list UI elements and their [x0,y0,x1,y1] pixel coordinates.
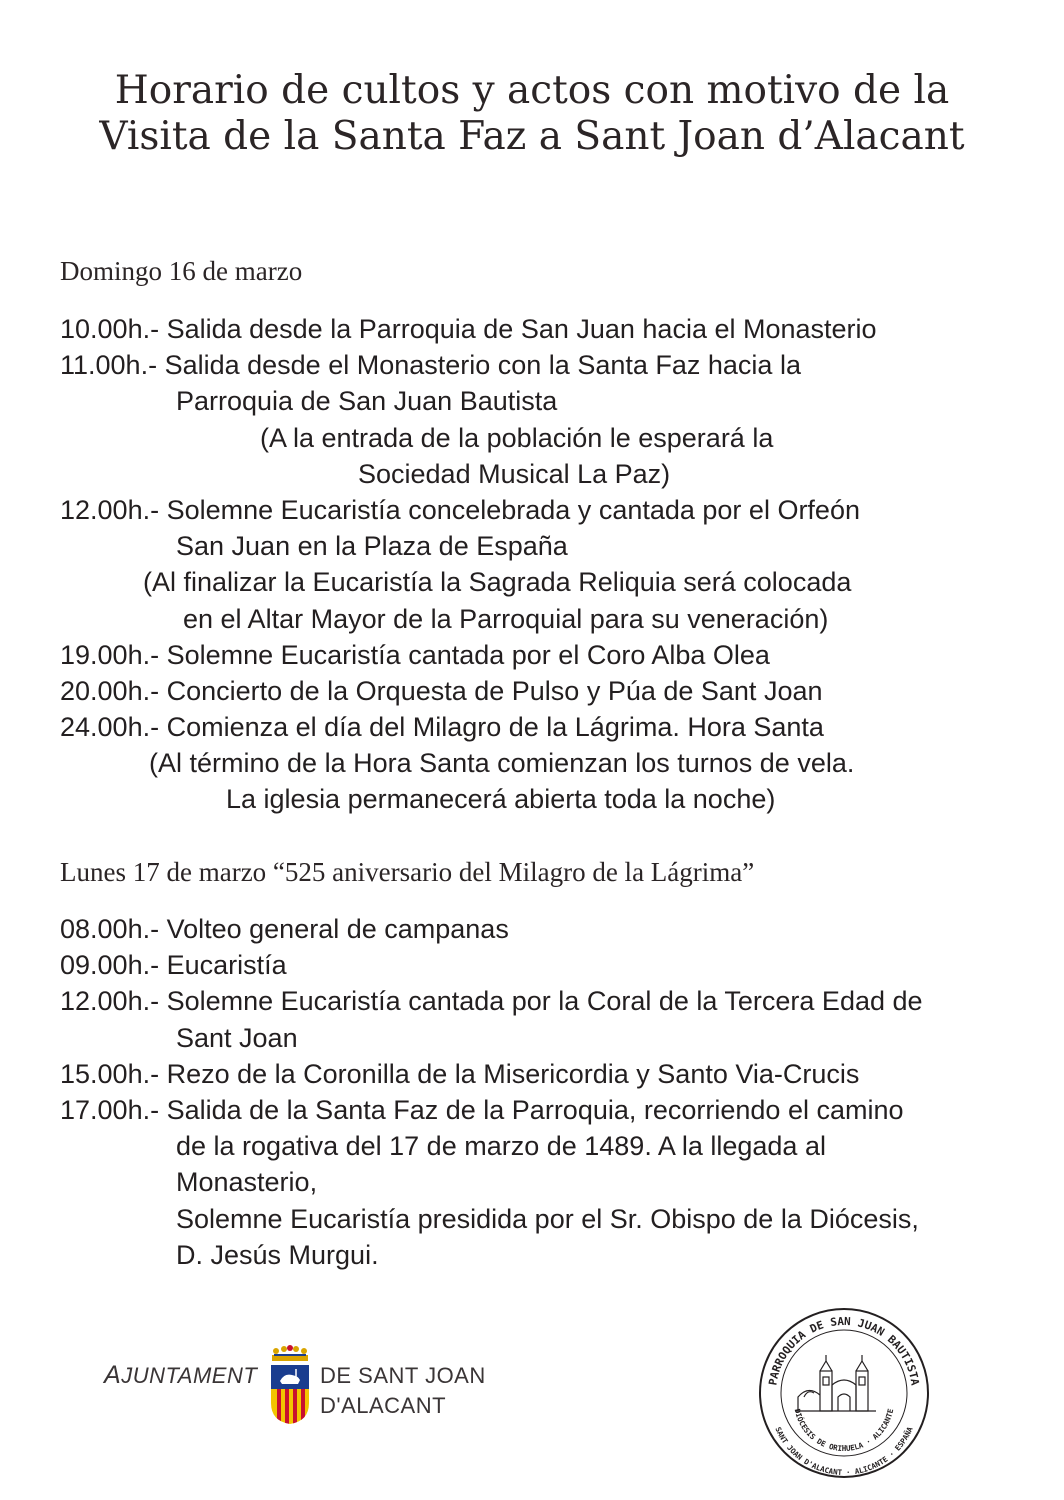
schedule-note: en el Altar Mayor de la Parroquial para su veneración) [183,603,829,634]
schedule-line: Parroquia de San Juan Bautista [176,386,558,417]
seal-text-bottom: SANT JOAN D'ALACANT · ALICANTE · ESPAÑA [773,1425,915,1477]
schedule-line: Monasterio, [176,1167,318,1198]
schedule-note: La iglesia permanecerá abierta toda la noche) [226,784,776,815]
schedule-line: 24.00h.- Comienza el día del Milagro de la Lágrima. Hora Santa [60,712,824,743]
schedule-note: (Al término de la Hora Santa comienzan los turnos de vela. [149,748,855,779]
schedule-line: 08.00h.- Volteo general de campanas [60,914,509,944]
schedule-line: 10.00h.- Salida desde la Parroquia de San Juan hacia el Monasterio [60,314,877,344]
ajuntament-logo [104,1345,504,1425]
seal-text-inner: DIÓCESIS DE ORIHUELA · ALICANTE [792,1407,896,1453]
document-title [0,68,1064,160]
ajuntament-label [104,1361,257,1390]
sant-joan-line-2: D'ALACANT [320,1393,447,1418]
schedule-sunday [60,311,1020,818]
church-icon [796,1355,876,1411]
schedule-note: Sociedad Musical La Paz) [358,458,671,489]
schedule-line: 09.00h.- Eucaristía [60,950,287,981]
schedule-line: 20.00h.- Concierto de la Orquesta de Pulso y Púa de Sant Joan [60,675,823,706]
parish-seal-icon [756,1305,932,1481]
day-heading-sunday: Domingo 16 de marzo [60,256,303,286]
title-line-2: Visita de la Santa Faz a Sant Joan d’Alacant [99,114,965,159]
schedule-line: D. Jesús Murgui. [176,1239,379,1270]
ajuntament-initial: A [104,1361,122,1389]
seal-text-top: PARROQUIA DE SAN JUAN BAUTISTA [766,1314,922,1387]
schedule-monday [60,911,1020,1273]
day-heading-monday: Lunes 17 de marzo “525 aniversario del Milagro de la Lágrima” [60,857,755,887]
schedule-line: 12.00h.- Solemne Eucaristía concelebrada y cantada por el Orfeón [60,494,860,525]
sant-joan-line-1: DE SANT JOAN [320,1363,486,1388]
schedule-note: (A la entrada de la población le esperará la [260,422,774,453]
schedule-line: 19.00h.- Solemne Eucaristía cantada por el Coro Alba Olea [60,639,770,670]
title-line-1: Horario de cultos y actos con motivo de la [114,68,950,113]
schedule-line: 12.00h.- Solemne Eucaristía cantada por la Coral de la Tercera Edad de [60,986,923,1017]
schedule-line: de la rogativa del 17 de marzo de 1489. A la llegada al [176,1131,826,1162]
schedule-line: 11.00h.- Salida desde el Monasterio con la Santa Faz hacia la [60,350,801,381]
schedule-line: 15.00h.- Rezo de la Coronilla de la Misericordia y Santo Via-Crucis [60,1058,860,1089]
schedule-line: Solemne Eucaristía presidida por el Sr. Obispo de la Diócesis, [176,1203,919,1234]
coat-of-arms-icon [268,1345,312,1425]
sant-joan-label [320,1361,486,1421]
schedule-note: (Al finalizar la Eucaristía la Sagrada Reliquia será colocada [143,567,852,598]
ajuntament-rest: JUNTAMENT [121,1363,258,1388]
schedule-line: Sant Joan [176,1022,298,1053]
schedule-line: 17.00h.- Salida de la Santa Faz de la Parroquia, recorriendo el camino [60,1094,904,1125]
schedule-line: San Juan en la Plaza de España [176,531,568,562]
